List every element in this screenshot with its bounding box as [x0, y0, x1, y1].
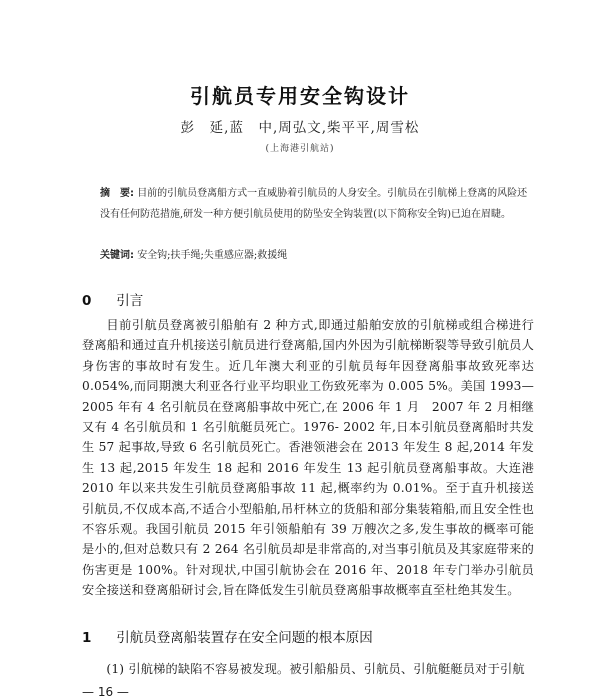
intro-paragraph: 目前引航员登离被引船舶有 2 种方式,即通过船舶安放的引航梯或组合梯进行登离船和通过直升机接送引航员进行登离船,国内外因为引航梯断裂等导致引航员人身伤害的事故时有发生。近几年澳大利亚的引航员每年因登离船事故致死率达 0.054%,而同期澳大利亚各行业平均职业工伤致死率为 0.005 5%。美国 1993—2005 年有 4 名引航员在登离船事故中死亡,在 2006 年 1 月 2007 年 2 月相继又有 4 名引航员和 1 名引航艇员死亡。1976- 2002 年,日本引航员登离船时共发生 57 起事故,导致 6 名引航员死亡。香港领港会在 2013 年发生 8 起,2014 年发生 13 起,2015 年发生 18 起和 2016 年发生 13 起引航员登离船事故。大连港 2010 年以来共发生引航员登离船事故 11 起,概率约为 0.01%。至于直升机接送引航员,不仅成本高,不适合小型船舶,吊杆林立的货船和部分集装箱船,而且安全性也不容乐观。我国引航员 2015 年引领船舶有 39 万艘次之多,发生事故的概率可能是小的,但对总数只有 2 264 名引航员却是非常高的,对当事引航员及其家庭带来的伤害更是 100%。针对现状,中国引航协会在 2016 年、2018 年专门举办引航员安全接送和登离船研讨会,旨在降低发生引航员登离船事故概率直至杜绝其发生。: [82, 318, 534, 598]
abstract: [100, 184, 528, 225]
section-title: 引航员登离船装置存在安全问题的根本原因: [116, 630, 373, 646]
keywords-label: 关键词:: [100, 250, 134, 261]
section-heading-root-causes: [82, 626, 373, 646]
abstract-text: 目前的引航员登离船方式一直威胁着引航员的人身安全。引航员在引航梯上登离的风险还没有任何防范措施,研发一种方便引航员使用的防坠安全钩装置(以下简称安全钩)已迫在眉睫。: [100, 188, 528, 220]
keywords: [100, 247, 528, 265]
affiliation: (上海港引航站): [265, 144, 335, 154]
section-heading-intro: [82, 289, 143, 309]
section-title: 引言: [116, 293, 144, 309]
author-list: 彭 延,蓝 中,周弘文,柴平平,周雪松: [180, 120, 420, 136]
section-number: 1: [82, 630, 92, 646]
paragraph-1-1: (1) 引航梯的缺陷不容易被发现。被引船船员、引航员、引航艇艇员对于引航: [106, 662, 525, 676]
abstract-label: 摘 要:: [100, 188, 134, 199]
paper-title: 引航员专用安全钩设计: [190, 84, 410, 108]
page-number: — 16 —: [82, 685, 129, 699]
section-number: 0: [82, 293, 92, 309]
keywords-text: 安全钩;扶手绳;失重感应器;救援绳: [137, 250, 288, 261]
